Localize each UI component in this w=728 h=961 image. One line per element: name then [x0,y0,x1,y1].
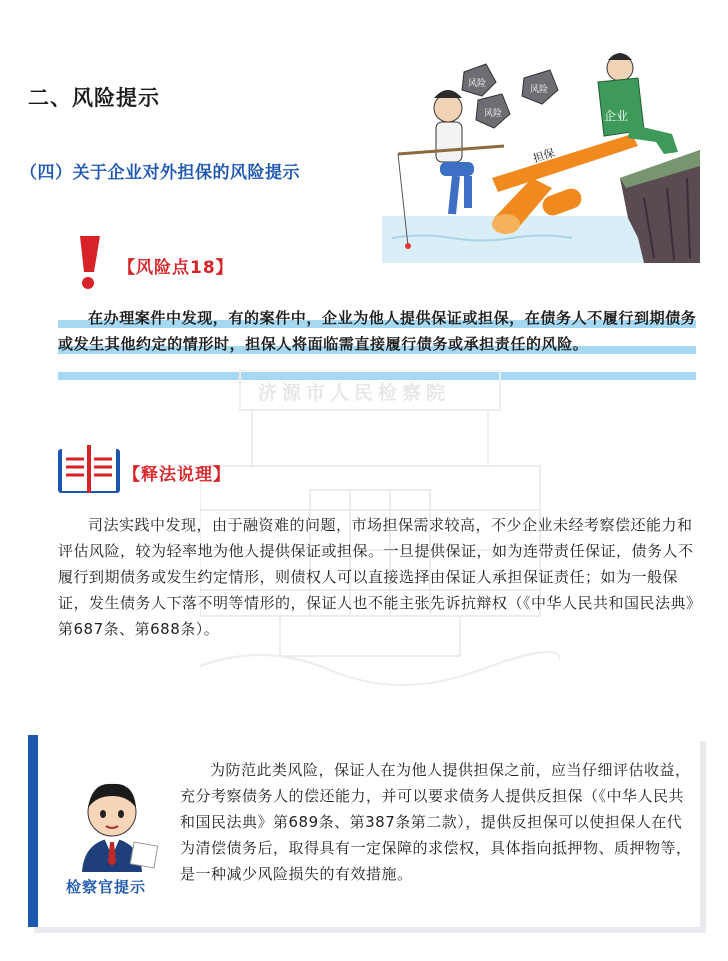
law-explanation-label: 【释法说理】 [123,465,231,485]
risk-point-text: 在办理案件中发现，有的案件中，企业为他人提供保证或担保，在债务人不履行到期债务或发生其他约定的情形时，担保人将面临需直接履行债务或承担责任的风险。 [58,309,697,353]
book-icon [56,443,122,497]
person-label: 企业 [604,109,629,123]
rock-1 [462,64,496,96]
svg-text:风险: 风险 [530,85,549,95]
prosecutor-tip-text: 为防范此类风险，保证人在为他人提供担保之前，应当仔细评估收益，充分考察债务人的偿还能力，并可以要求债务人提供反担保（《中华人民共和国民法典》第689条、第387条第二款），提供反担保可以使担保人在代为清偿债务后，取得具有一定保障的求偿权，具体指向抵押物、质押物等，是一种减少风险损失的有效措施。 [180,761,692,883]
exclamation-icon [70,236,106,290]
subsection-title: （四）关于企业对外担保的风险提示 [20,163,300,183]
svg-text:风险: 风险 [468,79,487,89]
section-title: 二、风险提示 [28,86,160,110]
prosecutor-avatar [62,772,162,872]
risk-point-label: 【风险点18】 [118,258,234,278]
guarantee-plank [492,134,638,192]
rock-2 [476,94,510,128]
guarantee-risk-cartoon [382,38,700,263]
svg-text:风险: 风险 [484,109,503,119]
rock-3 [522,70,558,104]
prosecutor-tip-label: 检察官提示 [66,878,147,896]
watermark-name: 济源市人民检察院 [258,382,451,404]
law-explanation-text: 司法实践中发现，由于融资难的问题，市场担保需求较高，不少企业未经考察偿还能力和评估风险，较为轻率地为他人提供保证或担保。一旦提供保证，如为连带责任保证，债务人不履行到期债务或发生约定情形，则债权人可以直接选择由保证人承担保证责任；如为一般保证，发生债务人下落不明等情形的，保证人也不能主张先诉抗辩权（《中华人民共和国民法典》第687条、第688条）。 [58,516,702,638]
plank-label: 担保 [531,146,557,166]
